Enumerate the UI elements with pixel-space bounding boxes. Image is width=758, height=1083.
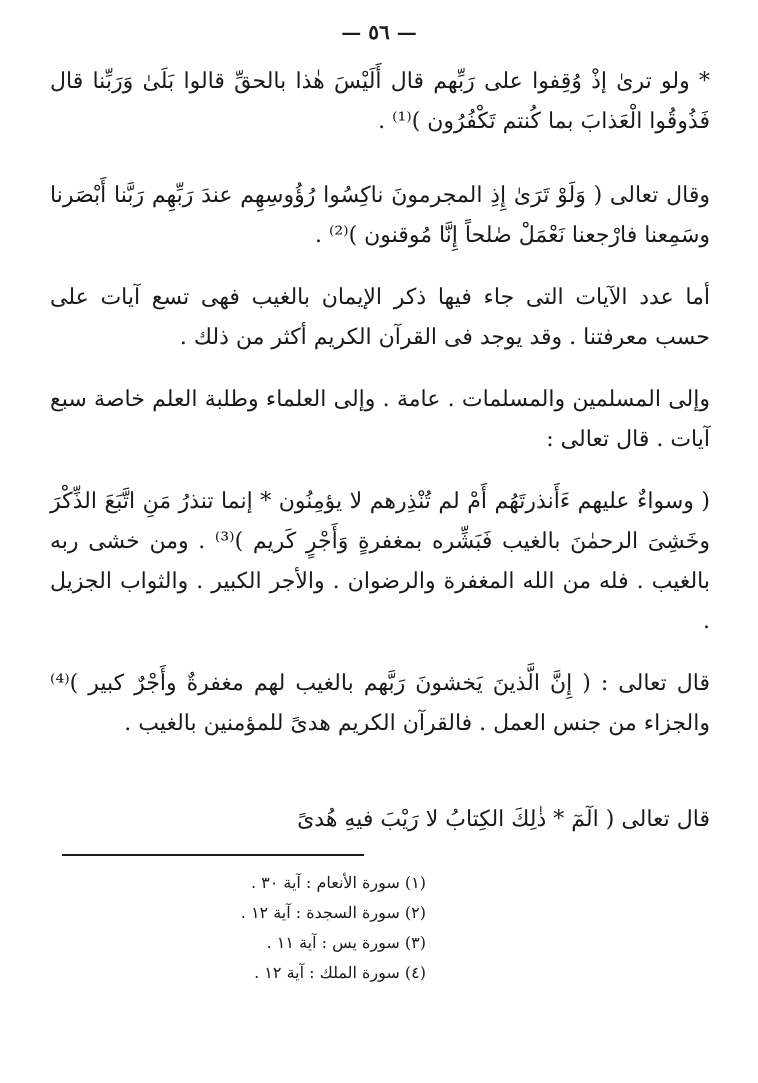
footnote-3: (٣) سورة يس : آية ١١ .: [266, 933, 426, 952]
paragraph-6: قال تعالى : ( إِنَّ الَّذينَ يَخشونَ رَبَّهم بالغيب لهم مغفرةٌ وأَجْرٌ كبير )⁽⁴⁾ والجزاء من جنس العمل . فالقرآن الكريم هدىً للمؤمنين بالغيب .: [50, 671, 710, 736]
footnote-divider: [62, 854, 364, 856]
paragraph-4: وإلى المسلمين والمسلمات . عامة . وإلى العلماء وطلبة العلم خاصة سبع آيات . قال تعالى :: [50, 387, 710, 452]
footnote-4: (٤) سورة الملك : آية ١٢ .: [254, 963, 426, 982]
paragraph-7: قال تعالى ( الٓمٓ * ذٰلِكَ الكِتابُ لا رَيْبَ فيهِ هُدىً: [297, 807, 710, 832]
footnotes: [46, 868, 426, 988]
page-number: — ٥٦ —: [341, 20, 417, 44]
footnote-2: (٢) سورة السجدة : آية ١٢ .: [240, 903, 426, 922]
paragraph-5: ( وسواءٌ عليهم ءَأَنذرتَهُم أَمْ لم تُنْذِرهم لا يؤمِنُون * إنما تنذرُ مَنِ اتَّبَعَ الذِّكْرَ وخَشِىَ الرحمٰنَ بالغيب فَبَشِّره بمغفرةٍ وَأَجْرٍ كَريم )⁽³⁾ . ومن خشى ربه بالغيب . فله من الله المغفرة والرضوان . والأجر الكبير . والثواب الجزيل .: [50, 489, 710, 634]
paragraph-2: وقال تعالى ( وَلَوْ تَرَىٰ إِذِ المجرمونَ ناكِسُوا رُؤُوسِهِم عندَ رَبِّهِم رَبَّنا أَبْصَرنا وسَمِعنا فارْجعنا نَعْمَلْ صٰلحاً إِنَّا مُوقنون )⁽²⁾ .: [50, 183, 710, 248]
footnote-1: (١) سورة الأنعام : آية ٣٠ .: [250, 873, 426, 892]
paragraph-3: أما عدد الآيات التى جاء فيها ذكر الإيمان بالغيب فهى تسع آيات على حسب معرفتنا . وقد يوجد فى القرآن الكريم أكثر من ذلك .: [50, 285, 710, 350]
paragraph-1: * ولو ترىٰ إذْ وُقِفوا على رَبِّهم قال أَلَيْسَ هٰذا بالحقِّ قالوا بَلَىٰ وَرَبِّنا قال فَذُوقُوا الْعَذابَ بما كُنتم تَكْفُرُون )⁽¹⁾ .: [50, 69, 710, 134]
